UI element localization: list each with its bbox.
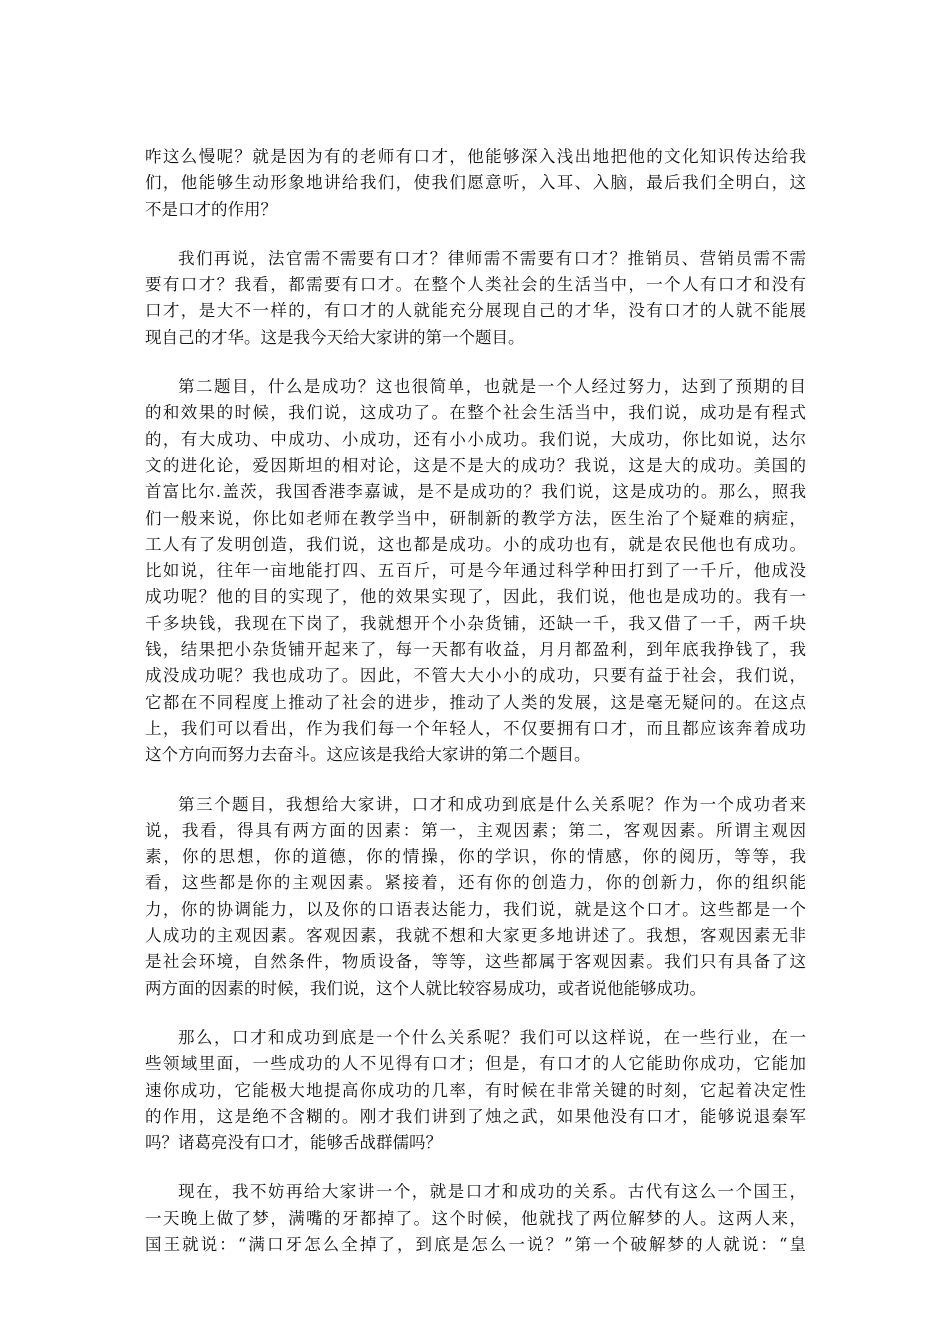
text-line: 首富比尔.盖茨，我国香港李嘉诚，是不是成功的？我们说，这是成功的。那么，照我 [145, 482, 806, 502]
text-line: 成没成功呢？我也成功了。因此，不管大大小小的成功，只要有益于社会，我们说， [145, 666, 806, 686]
text-line: 千多块钱，我现在下岗了，我就想开个小杂货铺，还缺一千，我又借了一千，两千块 [145, 613, 806, 633]
paragraph [145, 144, 806, 223]
text-line: 口才，是大不一样的，有口才的人就能充分展现自己的才华，没有口才的人就不能展 [145, 301, 806, 321]
text-line: 那么，口才和成功到底是一个什么关系呢？我们可以这样说，在一些行业，在一 [178, 1027, 806, 1047]
text-line: 们一般来说，你比如老师在教学当中，研制新的教学方法，医生治了个疑难的病症， [145, 508, 806, 528]
text-line: 现在，我不妨再给大家讲一个，就是口才和成功的关系。古代有这么一个国王， [178, 1182, 806, 1202]
text-line: 的作用，这是绝不含糊的。刚才我们讲到了烛之武，如果他没有口才，能够说退秦军 [145, 1106, 806, 1126]
text-line: 钱，结果把小杂货铺开起来了，每一天都有收益，月月都盈利，到年底我挣钱了，我 [145, 640, 806, 660]
document-page [145, 144, 806, 1281]
text-line: 咋这么慢呢？就是因为有的老师有口才，他能够深入浅出地把他的文化知识传达给我 [145, 147, 806, 166]
text-line: 比如说，往年一亩地能打四、五百斤，可是今年通过科学种田打到了一千斤，他成没 [145, 561, 806, 581]
text-line: 速你成功，它能极大地提高你成功的几率，有时候在非常关键的时刻，它起着决定性 [145, 1080, 806, 1100]
text-line: 吗？诸葛亮没有口才，能够舌战群儒吗？ [145, 1133, 442, 1153]
text-line: 第三个题目，我想给大家讲，口才和成功到底是什么关系呢？作为一个成功者来 [178, 794, 806, 814]
text-line: 第二题目，什么是成功？这也很简单，也就是一个人经过努力，达到了预期的目 [178, 377, 806, 397]
text-line: 素，你的思想，你的道德，你的情操，你的学识，你的情感，你的阅历，等等，我 [145, 847, 806, 867]
text-line: 些领域里面，一些成功的人不见得有口才；但是，有口才的人它能助你成功，它能加 [145, 1054, 806, 1074]
text-line: 上，我们可以看出，作为我们每一个年轻人，不仅要拥有口才，而且都应该奔着成功 [145, 718, 806, 738]
text-line: 两方面的因素的时候，我们说，这个人就比较容易成功，或者说他能够成功。 [145, 978, 706, 998]
paragraph [145, 1025, 806, 1156]
paragraph [145, 374, 806, 768]
text-line: 现自己的才华。这是我今天给大家讲的第一个题目。 [145, 327, 525, 347]
text-line: 不是口才的作用？ [145, 199, 277, 219]
text-line: 人成功的主观因素。客观因素，我就不想和大家更多地讲述了。我想，客观因素无非 [145, 926, 806, 946]
text-line: 我们再说，法官需不需要有口才？律师需不需要有口才？推销员、营销员需不需 [178, 248, 806, 268]
text-line: 的，有大成功、中成功、小成功，还有小小成功。我们说，大成功，你比如说，达尔 [145, 429, 806, 449]
text-line: 说，我看，得具有两方面的因素：第一，主观因素；第二，客观因素。所谓主观因 [145, 820, 806, 840]
text-line: 的和效果的时候，我们说，这成功了。在整个社会生活当中，我们说，成功是有程式 [145, 403, 806, 423]
text-line: 工人有了发明创造，我们说，这也都是成功。小的成功也有，就是农民他也有成功。 [145, 534, 806, 554]
text-line: 一天晚上做了梦，满嘴的牙都掉了。这个时候，他就找了两位解梦的人。这两人来， [145, 1208, 806, 1228]
text-line: 们，他能够生动形象地讲给我们，使我们愿意听，入耳、入脑，最后我们全明白，这 [145, 173, 806, 193]
text-line: 这个方向而努力去奋斗。这应该是我给大家讲的第二个题目。 [145, 745, 591, 765]
paragraph [145, 792, 806, 1002]
text-line: 要有口才？我看，都需要有口才。在整个人类社会的生活当中，一个人有口才和没有 [145, 275, 806, 295]
text-line: 成功呢？他的目的实现了，他的效果实现了，因此，我们说，他也是成功的。我有一 [145, 587, 806, 607]
text-line: 力，你的协调能力，以及你的口语表达能力，我们说，就是这个口才。这些都是一个 [145, 899, 806, 919]
paragraph [145, 246, 806, 351]
text-line: 文的进化论，爱因斯坦的相对论，这是不是大的成功？我说，这是大的成功。美国的 [145, 455, 806, 475]
text-line: 国王就说：“满口牙怎么全掉了，到底是怎么一说？”第一个破解梦的人就说：“皇 [145, 1234, 806, 1254]
text-line: 看，这些都是你的主观因素。紧接着，还有你的创造力，你的创新力，你的组织能 [145, 873, 806, 893]
text-line: 是社会环境，自然条件，物质设备，等等，这些都属于客观因素。我们只有具备了这 [145, 952, 806, 972]
text-line: 它都在不同程度上推动了社会的进步，推动了人类的发展，这是毫无疑问的。在这点 [145, 692, 806, 712]
paragraph [145, 1179, 806, 1258]
